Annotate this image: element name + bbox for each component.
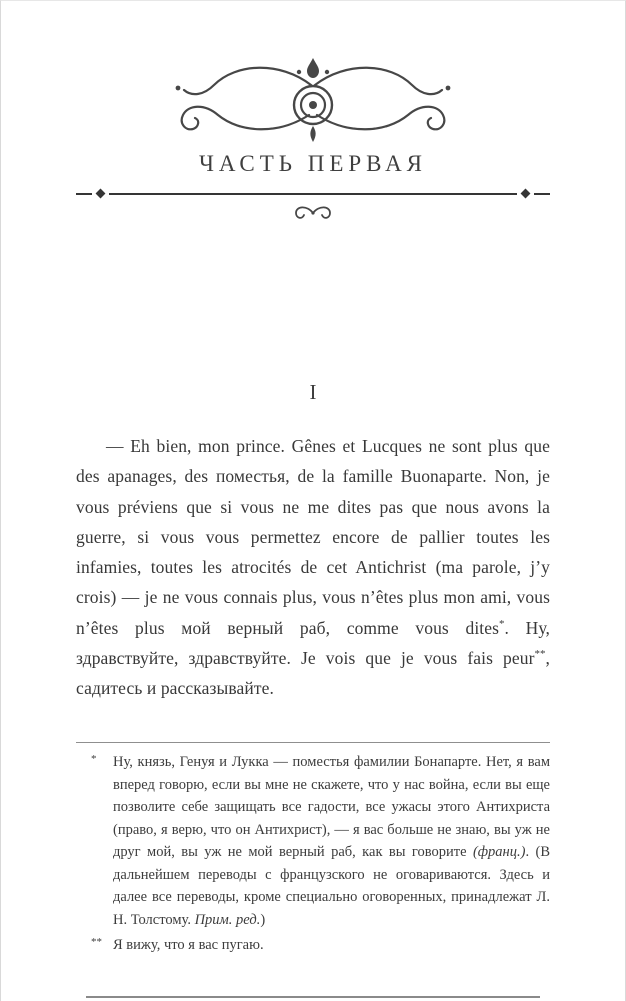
footnote-marker: * (91, 753, 97, 766)
footnote-ref-1: * (499, 617, 505, 630)
diamond-icon (96, 189, 106, 199)
divider-line-center (109, 193, 517, 195)
page-bottom-edge (86, 996, 540, 998)
paragraph-text: — Eh bien, mon prince. Gênes et Lucques ne sont plus que des apanages, des поместья, de la famille Buonaparte. Non, je vous préviens que si vous ne me dites pas que nous avons la guerre, si vous vous permettez encore de pallier toutes les infamies, toutes les atrocités de cet Antichrist (ma parole, j’y crois) — je ne vous connais plus, vous n’êtes plus mon ami, vous n’êtes plus мой верный раб, comme vous dites (76, 436, 550, 638)
paragraph-text: . Ну, здравствуйте, здравствуйте. Je vois que je vous fais peur (76, 617, 550, 668)
divider-line-right (534, 193, 550, 195)
footnote (76, 934, 550, 956)
footnote-text: . (В дальнейшем переводы с французского не оговариваются. Здесь и далее все переводы, кроме специально оговоренных, принадлежат Л. Н. Толстому. (113, 844, 551, 928)
footnote-text: Я вижу, что я вас пугаю. (113, 937, 264, 954)
footnote-marker: ** (91, 936, 102, 949)
chapter-number: I (309, 380, 317, 404)
title-divider (76, 190, 550, 197)
body-paragraph (76, 431, 550, 703)
flourish-icon (148, 55, 478, 147)
sub-ornament (1, 204, 625, 222)
paragraph-text: , садитесь и рассказывайте. (76, 647, 550, 699)
footnote-lang-note: (франц.) (472, 844, 526, 861)
scroll-ornament-icon (291, 204, 335, 222)
footnote-text: Ну, князь, Генуя и Лукка — поместья фамилии Бонапарте. Нет, я вам вперед говорю, если вы мне не скажете, что у нас война, если вы еще позволите себе защищать все гадости, все ужасы этого Антихриста (право, я верю, что он Антихрист), — я вас больше не знаю, вы уж не друг мой, вы уж не мой верный раб, как вы говорите (113, 754, 550, 861)
header-ornament (1, 55, 625, 147)
footnote-ref-2: ** (534, 647, 546, 660)
part-title: ЧАСТЬ ПЕРВАЯ (198, 151, 428, 176)
footnotes-section (76, 751, 550, 956)
footnote-rule (76, 742, 550, 743)
footnote (76, 751, 550, 931)
footnote-editor-note: Прим. ред. (194, 911, 261, 928)
footnote-text: ) (260, 911, 266, 928)
divider-line-left (76, 193, 92, 195)
diamond-icon (521, 189, 531, 199)
